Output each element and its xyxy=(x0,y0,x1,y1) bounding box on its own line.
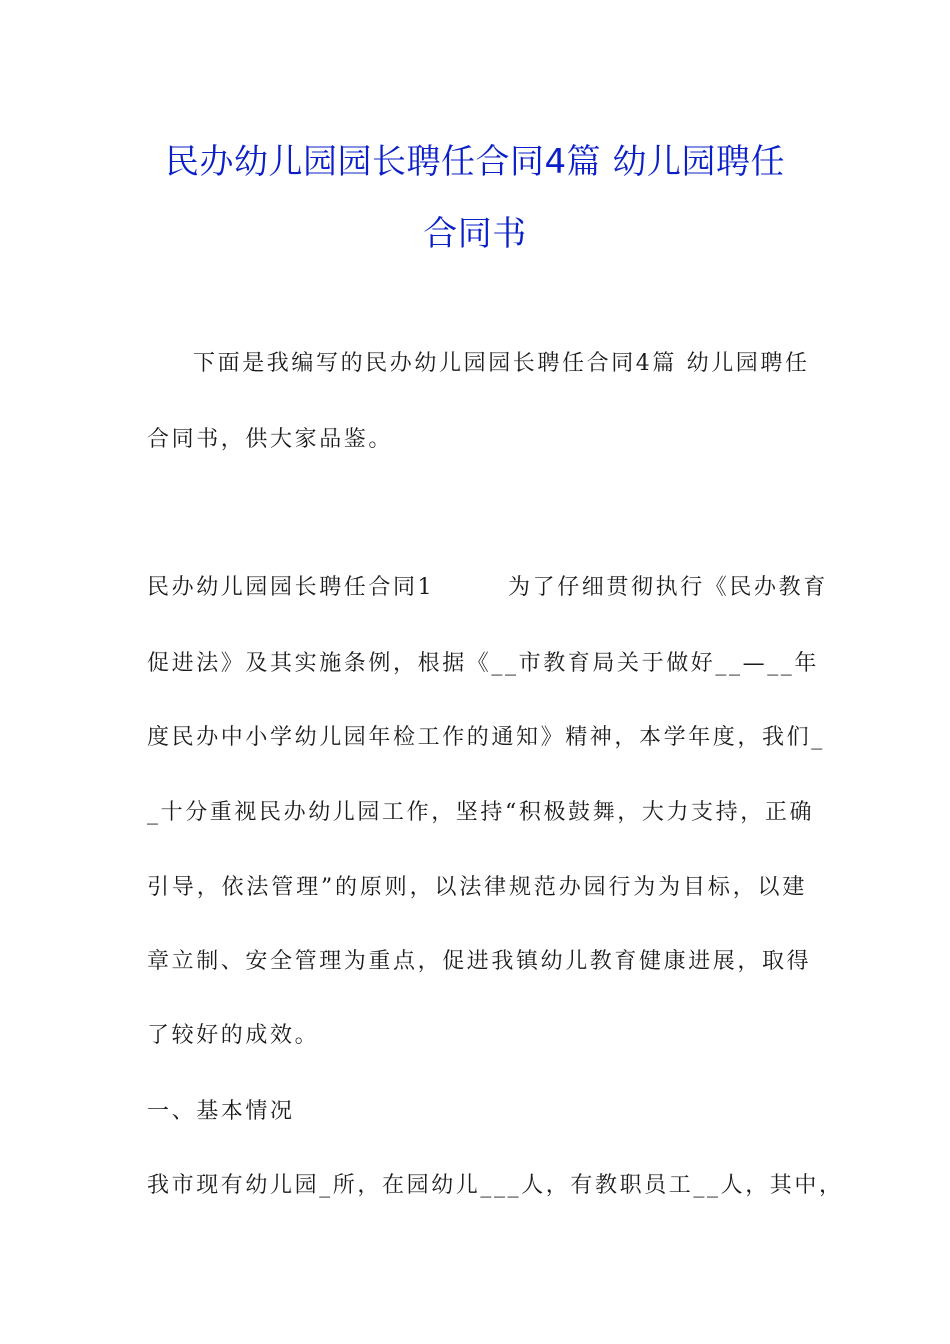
body-line: 了较好的成效。 xyxy=(147,1023,320,1048)
body-line: 引导，依法管理”的原则，以法律规范办园行为为目标，以建 xyxy=(147,875,807,900)
body-line: _十分重视民办幼儿园工作，坚持“积极鼓舞，大力支持，正确 xyxy=(147,800,815,825)
intro-line-1: 下面是我编写的民办幼儿园园长聘任合同4篇 幼儿园聘任 xyxy=(193,351,810,376)
body-line: 促进法》及其实施条例，根据《__市教育局关于做好__—__年 xyxy=(147,651,820,676)
body-line: 我市现有幼儿园_所，在园幼儿___人，有教职员工__人，其中， xyxy=(147,1173,844,1198)
body-line: 度民办中小学幼儿园年检工作的通知》精神，本学年度，我们_ xyxy=(147,725,825,750)
body-line: 民办幼儿园园长聘任合同1 为了仔细贯彻执行《民办教育 xyxy=(147,575,828,600)
document-title-line-2: 合同书 xyxy=(423,214,527,254)
body-line: 章立制、安全管理为重点，促进我镇幼儿教育健康进展，取得 xyxy=(147,949,812,974)
document-title-line-1: 民办幼儿园园长聘任合同4篇 幼儿园聘任 xyxy=(165,142,785,182)
intro-line-2: 合同书，供大家品鉴。 xyxy=(147,427,394,452)
section-heading: 一、基本情况 xyxy=(147,1099,295,1124)
